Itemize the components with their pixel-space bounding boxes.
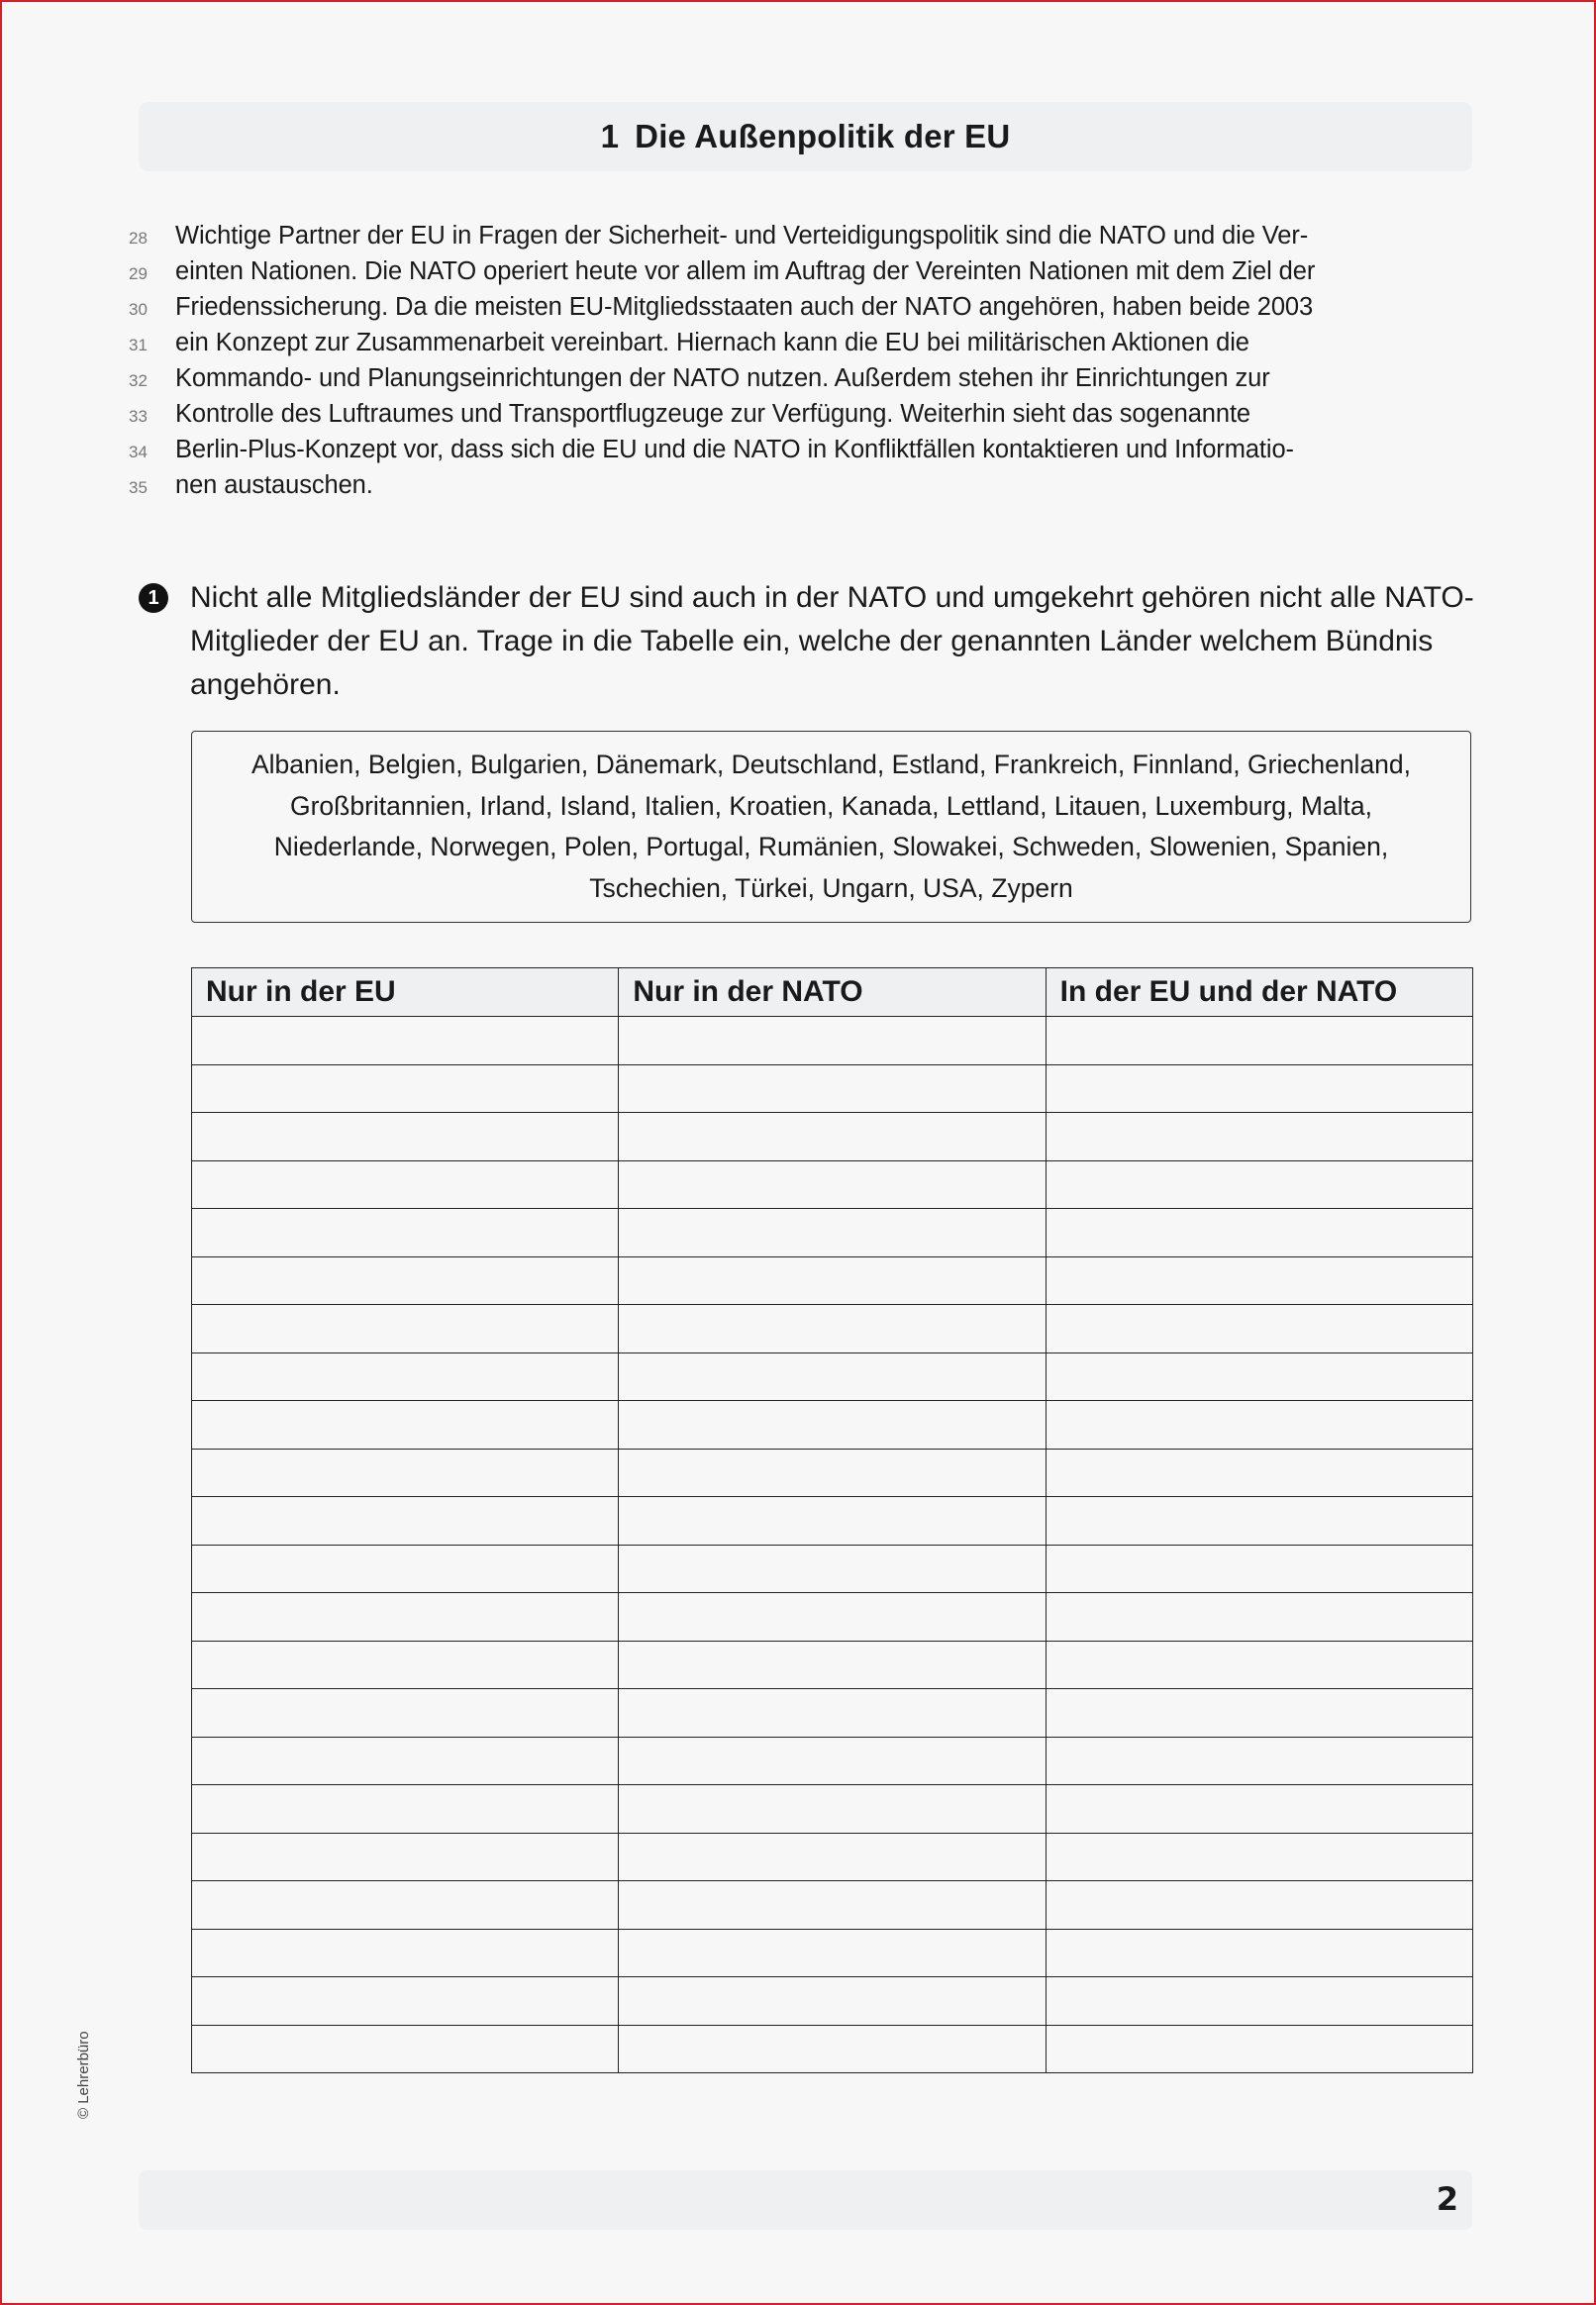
- table-row: [192, 2025, 1473, 2073]
- answer-cell[interactable]: [192, 1209, 619, 1257]
- task-1: [139, 576, 1485, 707]
- text-line: [129, 364, 1485, 400]
- table-row: [192, 1929, 1473, 1977]
- answer-table: [191, 967, 1473, 2073]
- table-row: [192, 1833, 1473, 1881]
- answer-cell[interactable]: [1046, 1689, 1472, 1738]
- answer-cell[interactable]: [1046, 1160, 1472, 1209]
- line-number: 31: [129, 336, 148, 354]
- answer-cell[interactable]: [619, 1593, 1046, 1642]
- answer-cell[interactable]: [619, 1785, 1046, 1834]
- answer-cell[interactable]: [1046, 1353, 1472, 1401]
- answer-cell[interactable]: [619, 1160, 1046, 1209]
- answer-cell[interactable]: [1046, 1785, 1472, 1834]
- reading-text: [129, 222, 1485, 507]
- answer-cell[interactable]: [619, 1113, 1046, 1161]
- table-row: [192, 1689, 1473, 1738]
- line-text: Berlin-Plus-Konzept vor, dass sich die EU und die NATO in Konfliktfällen kontaktieren und Informatio-: [175, 436, 1294, 463]
- answer-cell[interactable]: [619, 1497, 1046, 1546]
- line-text: nen austauschen.: [175, 471, 373, 499]
- line-text: ein Konzept zur Zusammenarbeit vereinbart. Hiernach kann die EU bei militärischen Aktionen die: [175, 329, 1249, 356]
- table-row: [192, 1497, 1473, 1546]
- answer-cell[interactable]: [192, 1160, 619, 1209]
- country-list-box: [191, 731, 1471, 923]
- answer-cell[interactable]: [192, 1305, 619, 1353]
- answer-cell[interactable]: [619, 1353, 1046, 1401]
- chapter-number: 1: [600, 118, 620, 154]
- line-number: 35: [129, 478, 148, 497]
- title-bar: [139, 102, 1472, 171]
- answer-cell[interactable]: [192, 1017, 619, 1065]
- answer-cell[interactable]: [619, 1881, 1046, 1930]
- answer-cell[interactable]: [192, 1545, 619, 1593]
- answer-cell[interactable]: [192, 1977, 619, 2026]
- answer-cell[interactable]: [619, 1545, 1046, 1593]
- line-number: 34: [129, 443, 148, 461]
- task-instruction: Nicht alle Mitgliedsländer der EU sind auch in der NATO und umgekehrt gehören nicht alle NATO-Mitglieder der EU an. Trage in die Tabelle ein, welche der genannten Länder welchem Bündnis angehören.: [190, 581, 1474, 701]
- answer-cell[interactable]: [619, 1737, 1046, 1785]
- table-row: [192, 1401, 1473, 1450]
- table-row: [192, 1064, 1473, 1113]
- answer-cell[interactable]: [619, 1689, 1046, 1738]
- table-row: [192, 1160, 1473, 1209]
- answer-cell[interactable]: [1046, 1401, 1472, 1450]
- answer-cell[interactable]: [192, 1353, 619, 1401]
- answer-cell[interactable]: [619, 1209, 1046, 1257]
- answer-cell[interactable]: [1046, 1113, 1472, 1161]
- answer-cell[interactable]: [1046, 1449, 1472, 1497]
- answer-cell[interactable]: [192, 1881, 619, 1930]
- answer-cell[interactable]: [619, 1256, 1046, 1305]
- line-number: 29: [129, 264, 148, 283]
- answer-cell[interactable]: [192, 1737, 619, 1785]
- answer-cell[interactable]: [192, 1785, 619, 1834]
- country-list: Albanien, Belgien, Bulgarien, Dänemark, Deutschland, Estland, Frankreich, Finnland, Griechenland, Großbritannien, Irland, Island, Italien, Kroatien, Kanada, Lettland, Litauen, Luxemburg, Malta, Niederlande, Norwegen, Polen, Portugal, Rumänien, Slowakei, Schweden, Slowenien, Spanien, Tschechien, Türkei, Ungarn, USA, Zypern: [250, 750, 1412, 903]
- task-number-badge: 1: [139, 583, 168, 613]
- table-row: [192, 1353, 1473, 1401]
- answer-cell[interactable]: [1046, 1977, 1472, 2026]
- answer-cell[interactable]: [1046, 1833, 1472, 1881]
- answer-cell[interactable]: [1046, 1545, 1472, 1593]
- answer-cell[interactable]: [1046, 1737, 1472, 1785]
- answer-cell[interactable]: [1046, 1256, 1472, 1305]
- page-number: 2: [1436, 2180, 1458, 2218]
- answer-cell[interactable]: [619, 1064, 1046, 1113]
- answer-cell[interactable]: [1046, 1305, 1472, 1353]
- page-title: [601, 118, 1011, 155]
- answer-cell[interactable]: [1046, 1497, 1472, 1546]
- answer-cell[interactable]: [619, 1305, 1046, 1353]
- answer-cell[interactable]: [619, 1833, 1046, 1881]
- table-header-row: [192, 968, 1473, 1017]
- answer-cell[interactable]: [1046, 1209, 1472, 1257]
- table-row: [192, 1256, 1473, 1305]
- table-row: [192, 1737, 1473, 1785]
- answer-cell[interactable]: [1046, 1641, 1472, 1689]
- chapter-title: Die Außenpolitik der EU: [635, 118, 1011, 154]
- answer-cell[interactable]: [619, 1977, 1046, 2026]
- line-number: 33: [129, 407, 148, 426]
- answer-cell[interactable]: [192, 1641, 619, 1689]
- answer-cell[interactable]: [1046, 1929, 1472, 1977]
- line-text: Kontrolle des Luftraumes und Transportflugzeuge zur Verfügung. Weiterhin sieht das sogenannte: [175, 400, 1251, 428]
- answer-cell[interactable]: [192, 1401, 619, 1450]
- table-row: [192, 1209, 1473, 1257]
- answer-cell[interactable]: [1046, 1064, 1472, 1113]
- line-text: Kommando- und Planungseinrichtungen der NATO nutzen. Außerdem stehen ihr Einrichtungen zur: [175, 364, 1270, 392]
- answer-cell[interactable]: [619, 1641, 1046, 1689]
- table-row: [192, 1017, 1473, 1065]
- answer-cell[interactable]: [192, 1113, 619, 1161]
- answer-cell[interactable]: [192, 1449, 619, 1497]
- column-header-eu-and-nato: In der EU und der NATO: [1046, 968, 1472, 1017]
- table-row: [192, 1641, 1473, 1689]
- table-row: [192, 1305, 1473, 1353]
- column-header-nato-only: Nur in der NATO: [619, 968, 1046, 1017]
- text-line: [129, 471, 1485, 507]
- answer-cell[interactable]: [619, 1017, 1046, 1065]
- answer-cell[interactable]: [192, 1833, 619, 1881]
- answer-cell[interactable]: [192, 1064, 619, 1113]
- line-text: Friedenssicherung. Da die meisten EU-Mitgliedsstaaten auch der NATO angehören, haben beide 2003: [175, 293, 1314, 321]
- table-row: [192, 1449, 1473, 1497]
- table-row: [192, 1545, 1473, 1593]
- answer-cell[interactable]: [1046, 2025, 1472, 2073]
- table-row: [192, 1785, 1473, 1834]
- text-line: [129, 222, 1485, 257]
- line-number: 32: [129, 371, 148, 390]
- answer-cell[interactable]: [619, 1401, 1046, 1450]
- text-line: [129, 257, 1485, 293]
- answer-cell[interactable]: [619, 2025, 1046, 2073]
- text-line: [129, 400, 1485, 436]
- answer-cell[interactable]: [192, 1689, 619, 1738]
- answer-cell[interactable]: [192, 1497, 619, 1546]
- text-line: [129, 329, 1485, 364]
- answer-cell[interactable]: [619, 1449, 1046, 1497]
- line-text: Wichtige Partner der EU in Fragen der Sicherheit- und Verteidigungspolitik sind die NATO und die Ver-: [175, 222, 1309, 250]
- table-row: [192, 1977, 1473, 2026]
- copyright-notice: © Lehrerbüro: [75, 2031, 92, 2119]
- line-text: einten Nationen. Die NATO operiert heute vor allem im Auftrag der Vereinten Nationen mit dem Ziel der: [175, 257, 1316, 285]
- answer-cell[interactable]: [192, 1256, 619, 1305]
- column-header-eu-only: Nur in der EU: [192, 968, 619, 1017]
- footer-bar: [139, 2170, 1472, 2230]
- text-line: [129, 436, 1485, 471]
- table-row: [192, 1593, 1473, 1642]
- answer-cell[interactable]: [192, 2025, 619, 2073]
- answer-cell[interactable]: [192, 1593, 619, 1642]
- text-line: [129, 293, 1485, 329]
- table-row: [192, 1113, 1473, 1161]
- answer-cell[interactable]: [1046, 1017, 1472, 1065]
- answer-cell[interactable]: [1046, 1881, 1472, 1930]
- answer-cell[interactable]: [1046, 1593, 1472, 1642]
- table-row: [192, 1881, 1473, 1930]
- line-number: 28: [129, 229, 148, 248]
- answer-cell[interactable]: [619, 1929, 1046, 1977]
- answer-cell[interactable]: [192, 1929, 619, 1977]
- line-number: 30: [129, 300, 148, 319]
